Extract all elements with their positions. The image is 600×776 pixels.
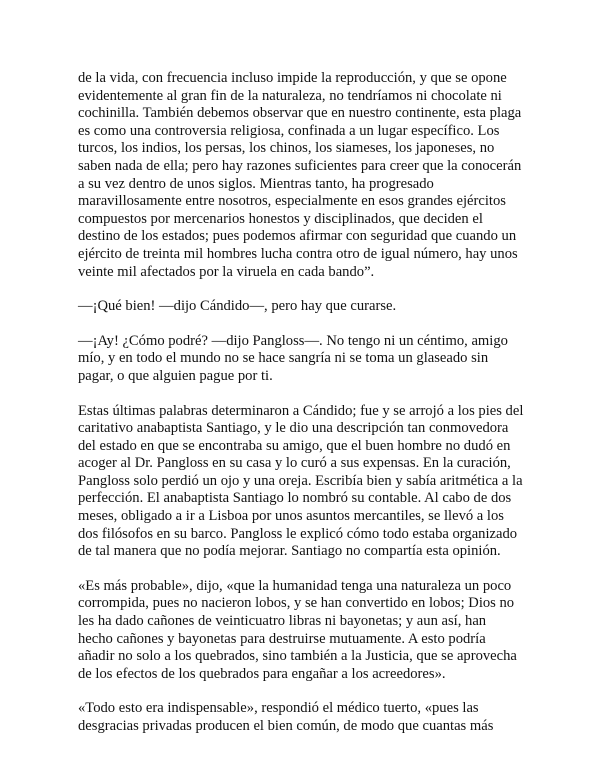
paragraph: —¡Qué bien! —dijo Cándido—, pero hay que curarse.	[78, 298, 397, 315]
paragraph: Estas últimas palabras determinaron a Cándido; fue y se arrojó a los pies del caritativo anabaptista Santiago, y le dio una descripción tan conmovedora del estado en que se encontraba su amigo, que el buen hombre no dudó en acoger al Dr. Pangloss en su casa y lo curó a sus expensas. En la curación, Pangloss solo perdió un ojo y una oreja. Escribía bien y sabía aritmética a la perfección. El anabaptista Santiago lo nombró su contable. Al cabo de dos meses, obligado a ir a Lisboa por unos asuntos mercantiles, se llevó a los dos filósofos en su barco. Pangloss le explicó cómo todo estaba organizado de tal manera que no podía mejorar. Santiago no compartía esta opinión.	[78, 402, 524, 560]
document-page	[78, 70, 530, 753]
paragraph: «Es más probable», dijo, «que la humanidad tenga una naturaleza un poco corrompida, pues no nacieron lobos, y se han convertido en lobos; Dios no les ha dado cañones de veinticuatro libras ni bayonetas; y aun así, han hecho cañones y bayonetas para destruirse mutuamente. A esto podría añadir no solo a los quebrados, sino también a la Justicia, que se aprovecha de los efectos de los quebrados para engañar a los acreedores».	[78, 577, 517, 682]
paragraph: de la vida, con frecuencia incluso impide la reproducción, y que se opone evidentemente al gran fin de la naturaleza, no tendríamos ni chocolate ni cochinilla. También debemos observar que en nuestro continente, esta plaga es como una controversia religiosa, confinada a un lugar específico. Los turcos, los indios, los persas, los chinos, los siameses, los japoneses, no saben nada de ella; pero hay razones suficientes para creer que la conocerán a su vez dentro de unos siglos. Mientras tanto, ha progresado maravillosamente entre nosotros, especialmente en esos grandes ejércitos compuestos por mercenarios honestos y disciplinados, que deciden el destino de los estados; pues podemos afirmar con seguridad que cuando un ejército de treinta mil hombres lucha contra otro de igual número, hay unos veinte mil afectados por la viruela en cada bando”.	[78, 70, 522, 280]
paragraph: —¡Ay! ¿Cómo podré? —dijo Pangloss—. No tengo ni un céntimo, amigo mío, y en todo el mundo no se hace sangría ni se toma un glaseado sin pagar, o que alguien pague por ti.	[78, 332, 508, 384]
paragraph: «Todo esto era indispensable», respondió el médico tuerto, «pues las desgracias privadas producen el bien común, de modo que cuantas más	[78, 700, 494, 734]
